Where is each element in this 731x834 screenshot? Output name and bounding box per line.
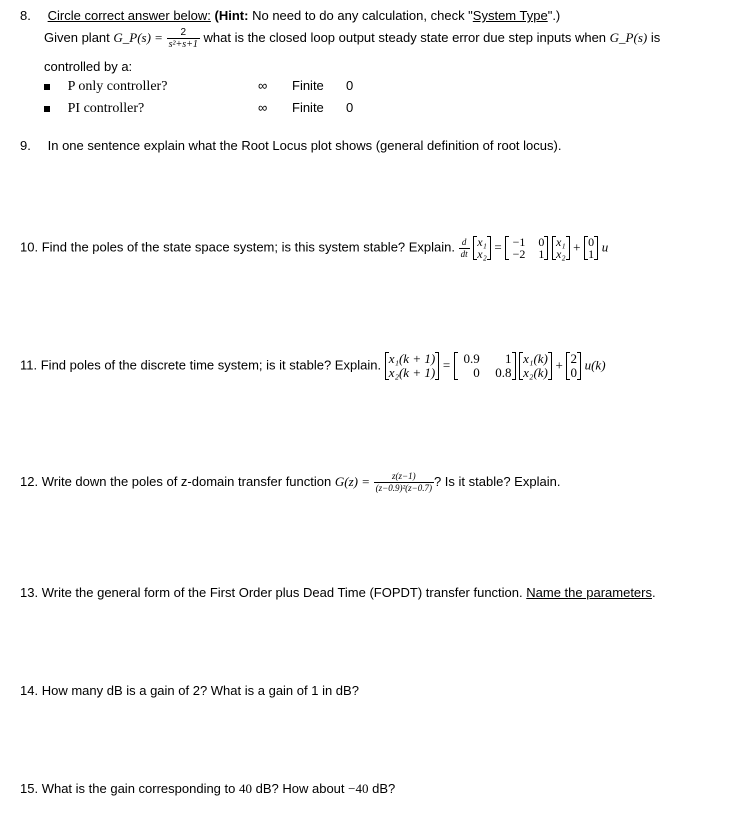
q8-lead: Circle correct answer below: (47, 8, 211, 23)
q11-a21: 0 (473, 365, 480, 380)
q9-number: 9. (20, 138, 31, 153)
q8-rest-end: is (650, 29, 661, 45)
q10-a12: 0 (538, 235, 545, 249)
q8-hint-link: System Type (472, 8, 548, 23)
q10-number: 10. (20, 239, 39, 255)
q8-item-label: P only controller? (67, 79, 168, 94)
q8-line1 (20, 8, 560, 23)
q15-number: 15. (20, 781, 39, 796)
q13-text: Write the general form of the First Order plus Dead Time (FOPDT) transfer function. (41, 585, 523, 600)
q10-x2: x₂ (556, 247, 566, 261)
q8-hint-label: (Hint: (214, 8, 249, 23)
q10-x1: x₁ (477, 235, 487, 249)
q8-option-infinity[interactable]: ∞ (258, 100, 268, 115)
q8-option-zero[interactable]: 0 (346, 78, 354, 93)
q8-option-zero[interactable]: 0 (346, 100, 354, 115)
q8-controlled: controlled by a: (44, 59, 133, 74)
q12-number: 12. (20, 473, 39, 489)
q11-x-vector (519, 352, 552, 380)
q11-text: Find poles of the discrete time system; is it stable? Explain. (40, 357, 382, 373)
bullet-icon (44, 84, 50, 90)
q10-state-vector (473, 236, 491, 260)
q8-hint-end: ".) (547, 8, 561, 23)
q10-b1: 0 (588, 235, 595, 249)
q10-a22: 1 (538, 247, 545, 261)
q15-text-a: What is the gain corresponding to (41, 781, 236, 796)
q12-text: Write down the poles of z-domain transfer function (41, 473, 332, 489)
q13-end: . (652, 585, 656, 600)
q14-number: 14. (20, 683, 39, 698)
q11-a-matrix (454, 352, 516, 380)
q8-rest-symbol: G_P(s) (609, 29, 648, 45)
q10-d: d (459, 237, 470, 249)
q11-lhs2: x₂(k + 1) (388, 365, 436, 380)
q15 (20, 781, 395, 797)
q10-a-matrix (505, 236, 548, 260)
q11-x1: x₁(k) (523, 351, 548, 366)
q10: 10. Find the poles of the state space system; is this system stable? Explain. $\frac{d}{dt}$ x₁ x₂ = −1 0 −2 1 x₁ x₂ + 0 1 u (20, 235, 609, 261)
q15-text-c: dB? (372, 781, 396, 796)
q11: 11. Find poles of the discrete time system; is it stable? Explain. x₁(k + 1) x₂(k + 1) = 0.9 1 0 0.8 x₁(k) x₂(k) + 2 0 u(k) (20, 351, 606, 380)
q10-a21: −2 (512, 247, 526, 261)
q8-line2 (44, 27, 660, 50)
q12-den: (z−0.9)²(z−0.7) (375, 483, 432, 493)
q8-item-pi (44, 100, 374, 117)
q13-link: Name the parameters (526, 585, 652, 600)
q11-a12: 1 (505, 351, 512, 366)
q10-text: Find the poles of the state space system; is this system stable? Explain. (41, 239, 456, 255)
q12-symbol: G(z) = (334, 473, 370, 489)
q10-b2: 1 (588, 247, 595, 261)
q8-item-p (44, 78, 374, 95)
q11-x2: x₂(k) (523, 365, 548, 380)
bullet-icon (44, 106, 50, 112)
q13 (20, 585, 656, 600)
q12-end: ? Is it stable? Explain. (433, 473, 561, 489)
q10-x2: x₂ (477, 247, 487, 261)
q10-u: u (601, 239, 609, 255)
q12 (20, 471, 560, 494)
q14-text: How many dB is a gain of 2? What is a gain of 1 in dB? (41, 683, 359, 698)
q8-rest: what is the closed loop output steady state error due step inputs when (203, 29, 607, 45)
q10-state-vector-rhs (552, 236, 570, 260)
q8-option-infinity[interactable]: ∞ (258, 78, 268, 93)
q11-a11: 0.9 (463, 351, 480, 366)
q8-plant-den: s²+s+1 (168, 39, 198, 50)
q8-number: 8. (20, 8, 31, 23)
q11-lhs-vector (385, 352, 440, 380)
q8-given: Given plant (44, 29, 110, 45)
q9 (20, 138, 561, 153)
q8-plant-num: 2 (167, 27, 200, 39)
q11-a22: 0.8 (495, 365, 512, 380)
q12-num: z(z−1) (374, 471, 434, 483)
q10-derivative (459, 237, 470, 260)
q15-val-a: 40 (239, 781, 252, 796)
q11-b2: 0 (570, 365, 577, 380)
q9-text: In one sentence explain what the Root Locus plot shows (general definition of root locus). (47, 138, 562, 153)
q10-a11: −1 (512, 235, 526, 249)
q13-number: 13. (20, 585, 39, 600)
q8-hint-text: No need to do any calculation, check " (252, 8, 473, 23)
q11-lhs1: x₁(k + 1) (388, 351, 436, 366)
q11-b1: 2 (570, 351, 577, 366)
q11-u: u(k) (584, 357, 606, 373)
q10-b-vector (584, 236, 598, 260)
q15-text-b: dB? How about (255, 781, 345, 796)
q8-plant-fraction (167, 27, 200, 50)
q14 (20, 683, 359, 698)
q8-item-label: PI controller? (67, 101, 145, 116)
q10-x1: x₁ (556, 235, 566, 249)
q8-option-finite[interactable]: Finite (292, 100, 324, 115)
q10-dt: dt (460, 248, 468, 259)
q8-option-finite[interactable]: Finite (292, 78, 324, 93)
q15-val-b: −40 (348, 781, 369, 796)
q11-number: 11. (20, 357, 38, 373)
q8-plant-symbol: G_P(s) = (113, 29, 163, 45)
q12-fraction (374, 471, 434, 494)
q11-b-vector (566, 352, 581, 380)
